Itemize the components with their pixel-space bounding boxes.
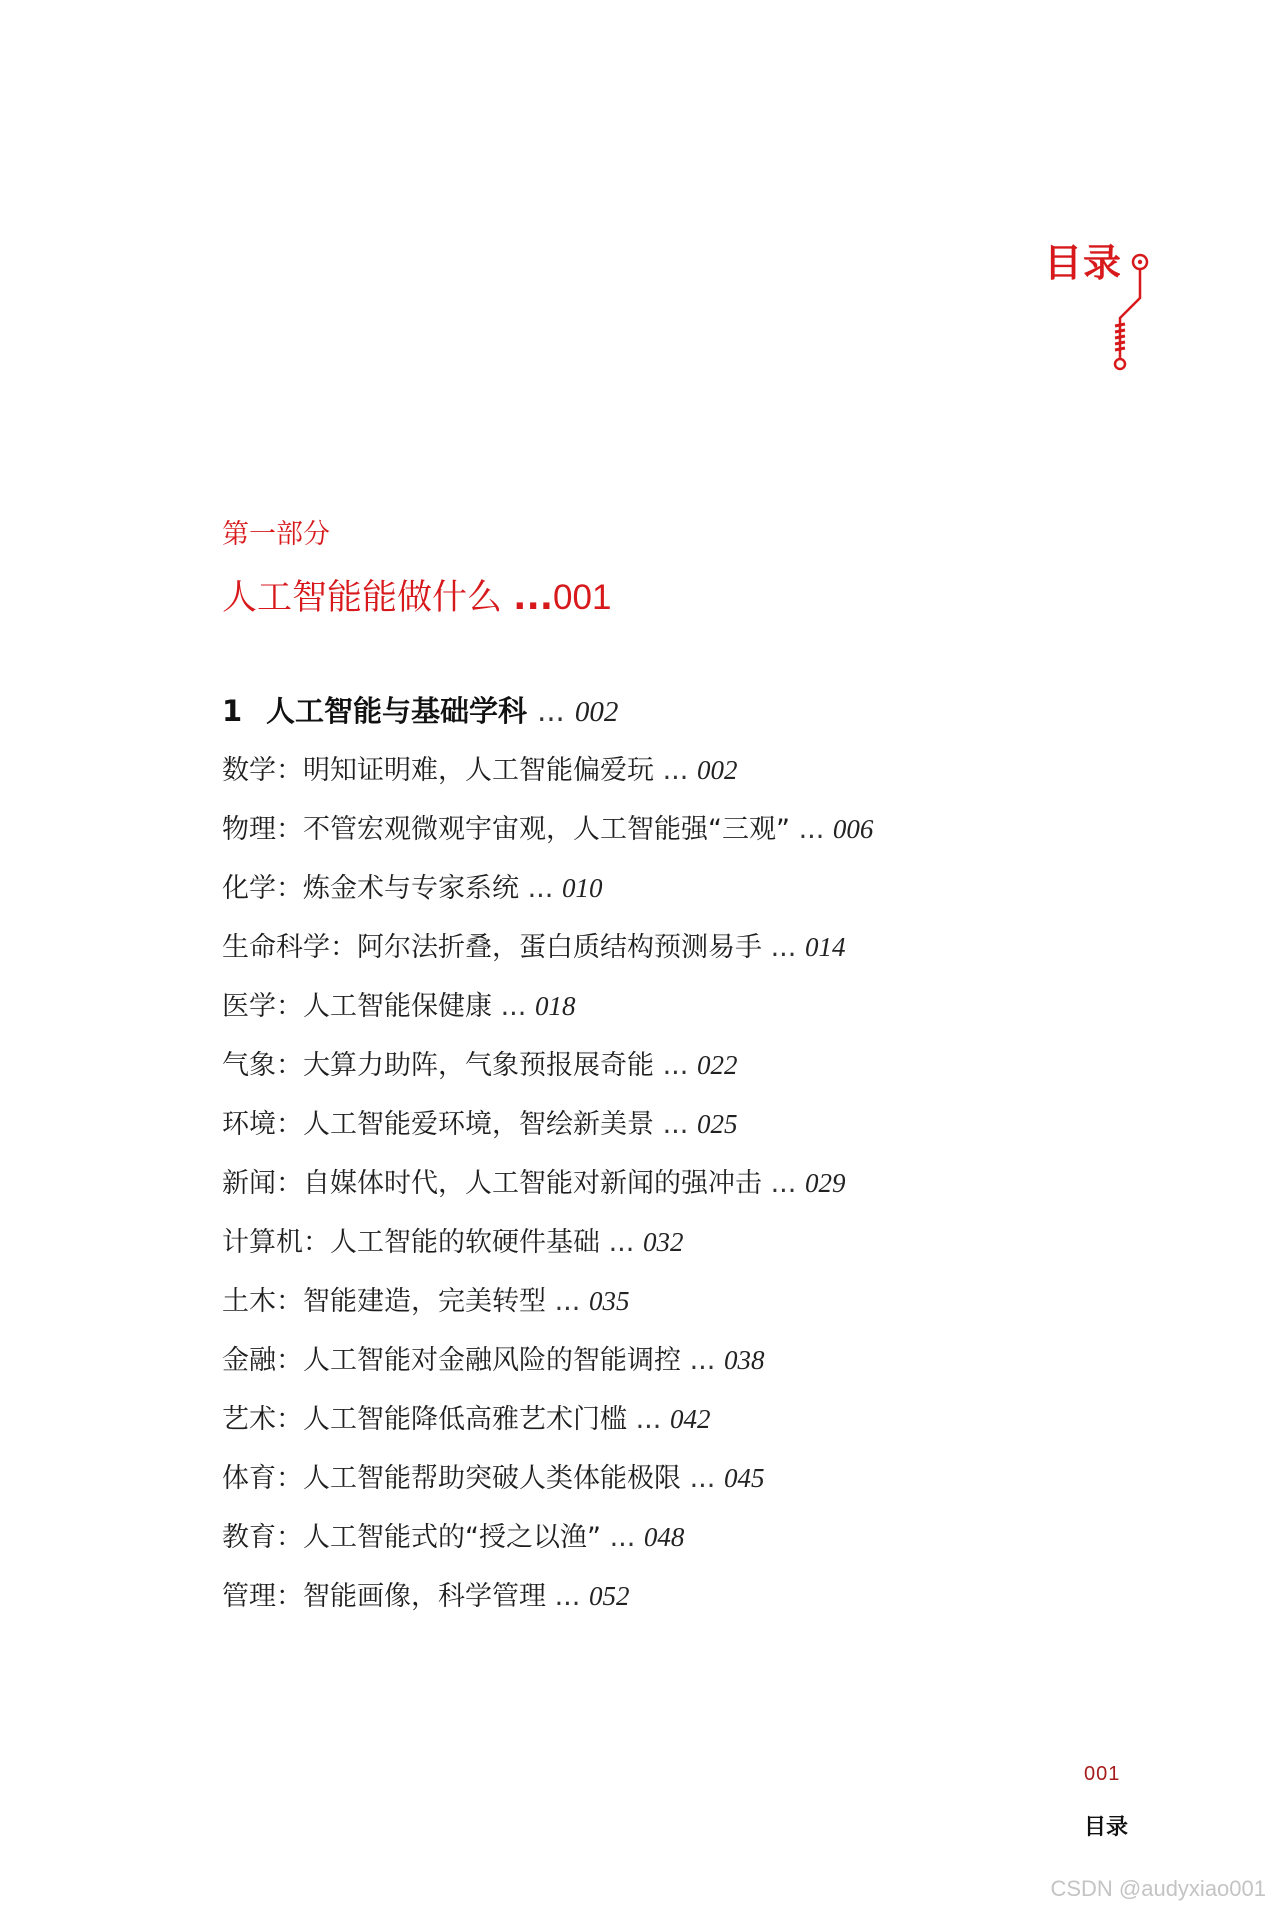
watermark: CSDN @audyxiao001 xyxy=(1050,1876,1266,1901)
toc-entry-title: 新闻：自媒体时代，人工智能对新闻的强冲击 xyxy=(222,1168,762,1199)
toc-entry-dots: ... xyxy=(500,991,527,1022)
chapter-title: 人工智能与基础学科 xyxy=(266,694,528,728)
toc-entry xyxy=(222,934,873,993)
toc-entry-title: 气象：大算力助阵，气象预报展奇能 xyxy=(222,1050,654,1081)
page-number: 001 xyxy=(1084,1763,1121,1785)
toc-entry-dots: ... xyxy=(770,1168,797,1199)
toc-entry-title: 生命科学：阿尔法折叠，蛋白质结构预测易手 xyxy=(222,932,762,963)
toc-entry-page-number: 052 xyxy=(588,1581,630,1611)
toc-entry xyxy=(222,1347,873,1406)
toc-entry-dots: ... xyxy=(689,1463,716,1494)
toc-entry xyxy=(222,1583,873,1642)
toc-entry-page-number: 006 xyxy=(832,814,874,844)
toc-entry-dots: ... xyxy=(798,814,825,845)
toc-entry xyxy=(222,1406,873,1465)
chapter-heading xyxy=(222,694,619,728)
toc-entry-title: 艺术：人工智能降低高雅艺术门槛 xyxy=(222,1404,627,1435)
toc-entry-page-number: 042 xyxy=(669,1404,711,1434)
toc-entry-page-number: 025 xyxy=(696,1109,738,1139)
toc-entry-dots: ... xyxy=(609,1522,636,1553)
toc-entry-dots: ... xyxy=(527,873,554,904)
toc-entry xyxy=(222,1170,873,1229)
toc-entry-dots: ... xyxy=(635,1404,662,1435)
toc-entry xyxy=(222,757,873,816)
toc-entry-page-number: 018 xyxy=(534,991,576,1021)
toc-entry-page-number: 032 xyxy=(642,1227,684,1257)
chapter-page-number: 002 xyxy=(574,696,619,728)
toc-entry-page-number: 029 xyxy=(804,1168,846,1198)
toc-entry-dots: ... xyxy=(689,1345,716,1376)
toc-entry-title: 管理：智能画像，科学管理 xyxy=(222,1581,546,1612)
toc-entry xyxy=(222,875,873,934)
toc-entry-title: 金融：人工智能对金融风险的智能调控 xyxy=(222,1345,681,1376)
toc-entry-title: 计算机：人工智能的软硬件基础 xyxy=(222,1227,600,1258)
toc-title: 目录 xyxy=(1044,241,1123,285)
toc-entry-page-number: 014 xyxy=(804,932,846,962)
toc-entry-page-number: 022 xyxy=(696,1050,738,1080)
toc-entry-dots: ... xyxy=(662,1050,689,1081)
toc-entry-dots: ... xyxy=(662,755,689,786)
toc-entry-title: 环境：人工智能爱环境，智绘新美景 xyxy=(222,1109,654,1140)
toc-entry-dots: ... xyxy=(554,1581,581,1612)
toc-entry-page-number: 048 xyxy=(643,1522,685,1552)
toc-entry-title: 化学：炼金术与专家系统 xyxy=(222,873,519,904)
toc-entry-dots: ... xyxy=(770,932,797,963)
toc-entry-list xyxy=(222,757,873,1642)
part-label: 第一部分 xyxy=(222,519,330,550)
toc-entry-title: 数学：明知证明难，人工智能偏爱玩 xyxy=(222,755,654,786)
circuit-decoration-icon xyxy=(1080,246,1160,376)
running-head: 目录 xyxy=(1084,1815,1129,1840)
toc-entry-title: 医学：人工智能保健康 xyxy=(222,991,492,1022)
toc-entry xyxy=(222,1524,873,1583)
toc-entry xyxy=(222,1111,873,1170)
toc-entry-page-number: 038 xyxy=(723,1345,765,1375)
toc-entry-page-number: 035 xyxy=(588,1286,630,1316)
chapter-number: 1 xyxy=(222,694,243,728)
toc-entry-title: 教育：人工智能式的“授之以渔” xyxy=(222,1522,601,1553)
toc-entry xyxy=(222,1465,873,1524)
part-title: 人工智能能做什么 xyxy=(222,578,503,618)
toc-entry xyxy=(222,1052,873,1111)
toc-entry xyxy=(222,1229,873,1288)
part-page-number: 001 xyxy=(553,578,612,617)
toc-entry xyxy=(222,1288,873,1347)
toc-entry-page-number: 045 xyxy=(723,1463,765,1493)
toc-entry-title: 体育：人工智能帮助突破人类体能极限 xyxy=(222,1463,681,1494)
toc-entry-dots: ... xyxy=(662,1109,689,1140)
toc-entry xyxy=(222,993,873,1052)
part-dots: ... xyxy=(513,578,554,618)
toc-entry-dots: ... xyxy=(608,1227,635,1258)
chapter-dots: ... xyxy=(537,694,565,728)
toc-entry-dots: ... xyxy=(554,1286,581,1317)
toc-entry xyxy=(222,816,873,875)
toc-entry-title: 物理：不管宏观微观宇宙观，人工智能强“三观” xyxy=(222,814,790,845)
part-title-line xyxy=(222,580,611,616)
toc-entry-title: 土木：智能建造，完美转型 xyxy=(222,1286,546,1317)
toc-entry-page-number: 002 xyxy=(696,755,738,785)
toc-entry-page-number: 010 xyxy=(561,873,603,903)
